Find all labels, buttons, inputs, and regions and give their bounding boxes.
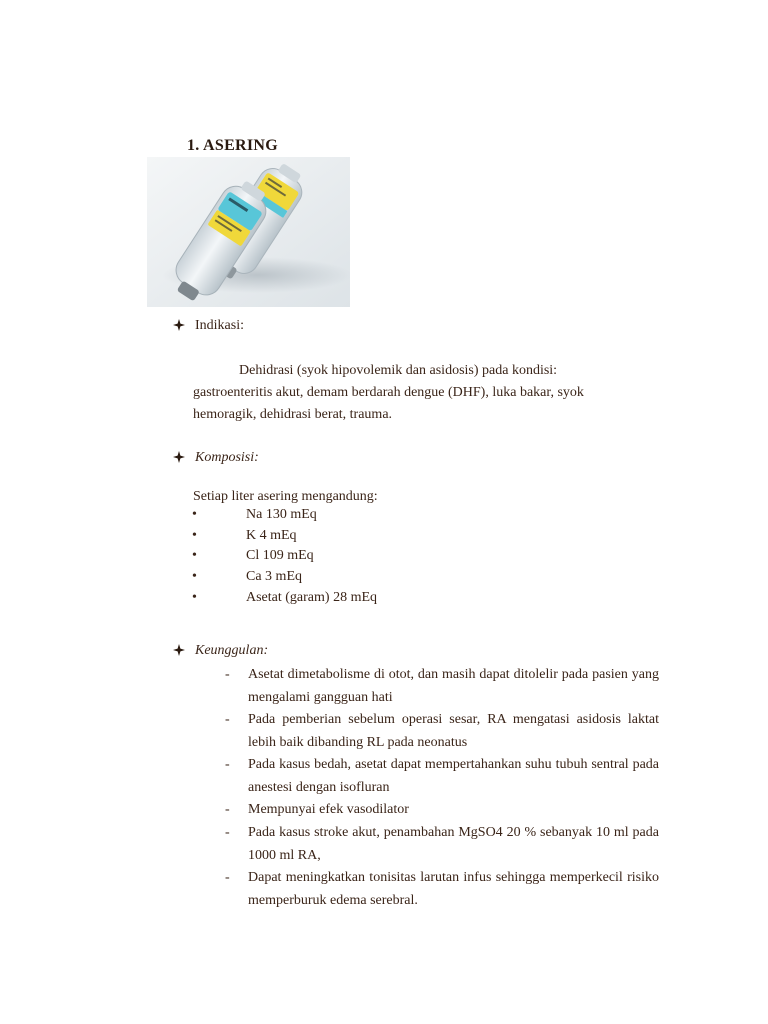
infusion-bag-pair-photo-icon: [147, 157, 350, 307]
dash-marker: -: [225, 825, 230, 840]
indikasi-heading: [173, 318, 373, 336]
diamond-bullet-icon: [173, 319, 185, 331]
section-heading: 1. ASERING: [187, 137, 279, 154]
list-item: [225, 709, 659, 754]
indikasi-line-2: gastroenteritis akut, demam berdarah dengue (DHF), luka bakar, syok: [193, 385, 584, 400]
diamond-bullet-icon: [173, 644, 185, 656]
komposisi-item: Na 130 mEq: [246, 507, 317, 522]
dash-marker: -: [225, 757, 230, 772]
komposisi-item: Cl 109 mEq: [246, 548, 314, 563]
komposisi-title: Komposisi:: [195, 450, 259, 465]
indikasi-title: Indikasi:: [195, 318, 244, 333]
keunggulan-item: Asetat dimetabolisme di otot, dan masih dapat ditolelir pada pasien yang mengalami gangguan hati: [248, 667, 659, 705]
list-item: [192, 590, 492, 608]
keunggulan-item: Pada kasus bedah, asetat dapat mempertahankan suhu tubuh sentral pada anestesi dengan isofluran: [248, 757, 659, 795]
list-item: [192, 548, 492, 566]
dash-marker: -: [225, 870, 230, 885]
bullet-dot: •: [192, 528, 197, 543]
keunggulan-item: Pada kasus stroke akut, penambahan MgSO4 20 % sebanyak 10 ml pada 1000 ml RA,: [248, 825, 659, 863]
list-item: [225, 754, 659, 799]
keunggulan-title: Keunggulan:: [195, 643, 269, 658]
list-item: [225, 867, 659, 912]
infusion-bag-photo: [147, 157, 350, 307]
bullet-dot: •: [192, 590, 197, 605]
bullet-dot: •: [192, 507, 197, 522]
list-item: [225, 822, 659, 867]
keunggulan-heading: [173, 643, 373, 661]
list-item: [192, 528, 492, 546]
bullet-dot: •: [192, 548, 197, 563]
komposisi-intro: Setiap liter asering mengandung:: [193, 489, 378, 504]
list-item: [225, 799, 659, 821]
diamond-bullet-icon: [173, 451, 185, 463]
list-item: [192, 569, 492, 587]
keunggulan-item: Pada pemberian sebelum operasi sesar, RA mengatasi asidosis laktat lebih baik dibanding RL pada neonatus: [248, 712, 659, 750]
indikasi-line-3: hemoragik, dehidrasi berat, trauma.: [193, 407, 393, 422]
komposisi-item: Ca 3 mEq: [246, 569, 302, 584]
list-item: [192, 507, 492, 525]
bullet-dot: •: [192, 569, 197, 584]
keunggulan-item: Mempunyai efek vasodilator: [248, 802, 409, 817]
list-item: [225, 664, 659, 709]
komposisi-item: Asetat (garam) 28 mEq: [246, 590, 378, 605]
dash-marker: -: [225, 712, 230, 727]
komposisi-item: K 4 mEq: [246, 528, 297, 543]
komposisi-heading: [173, 450, 373, 468]
dash-marker: -: [225, 802, 230, 817]
indikasi-line-1: Dehidrasi (syok hipovolemik dan asidosis) pada kondisi:: [239, 363, 558, 378]
dash-marker: -: [225, 667, 230, 682]
keunggulan-item: Dapat meningkatkan tonisitas larutan infus sehingga memperkecil risiko memperburuk edema serebral.: [248, 870, 659, 908]
